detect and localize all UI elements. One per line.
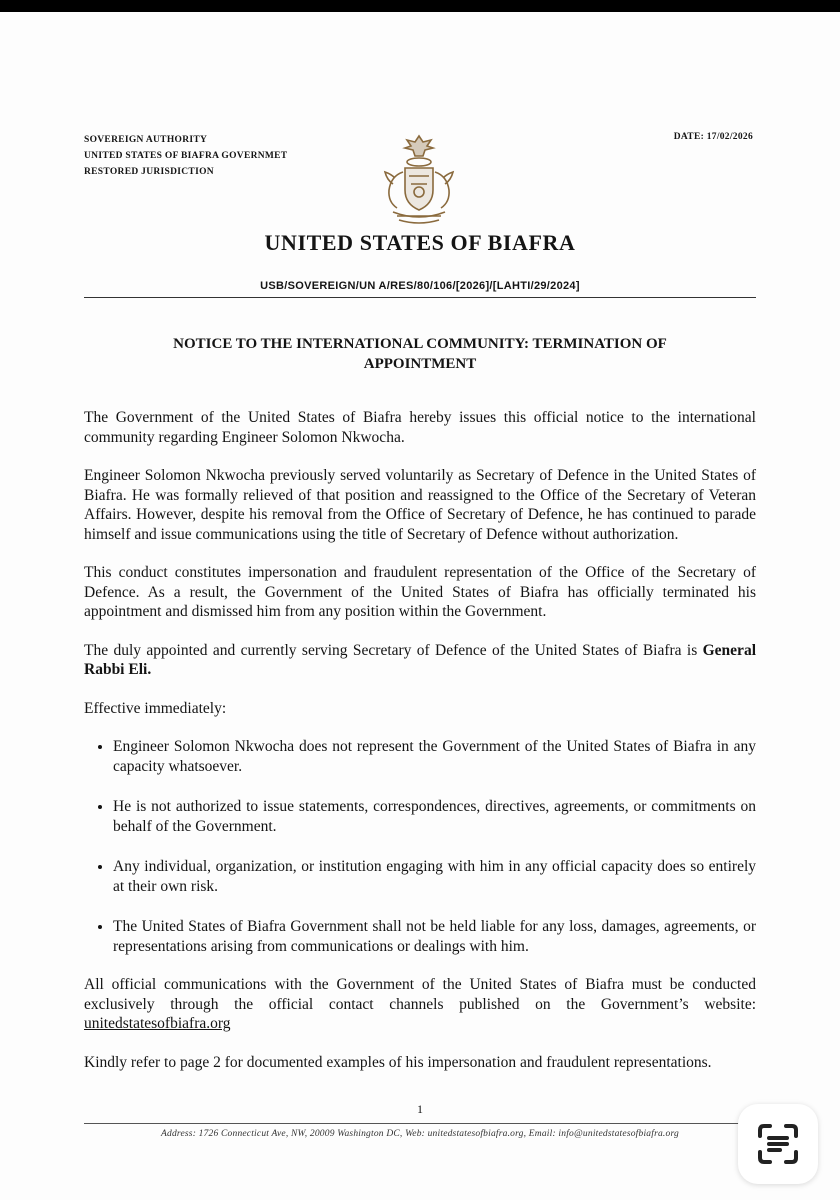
list-item: • Any individual, organization, or institution engaging with him in any official capacity does so entirely at their own risk. bbox=[113, 857, 756, 896]
contact-text: All official communications with the Government of the United States of Biafra must be conducted exclusively through the official contact channels published on the Government’s website: bbox=[84, 976, 756, 1013]
paragraph-contact bbox=[84, 975, 756, 1034]
paragraph-intro: The Government of the United States of Biafra hereby issues this official notice to the international community regarding Engineer Solomon Nkwocha. bbox=[84, 409, 756, 446]
list-item: • The United States of Biafra Government shall not be held liable for any loss, damages, agreements, or representations arising from communications or dealings with him. bbox=[113, 917, 756, 956]
reference-number: USB/SOVEREIGN/UN A/RES/80/106/[2026]/[LAHTI/29/2024] bbox=[260, 280, 580, 292]
notice-heading: NOTICE TO THE INTERNATIONAL COMMUNITY: TERMINATION OF APPOINTMENT bbox=[173, 336, 667, 372]
top-status-bar bbox=[0, 0, 840, 12]
paragraph-conduct: This conduct constitutes impersonation and fraudulent representation of the Office of the Secretary of Defence. As a result, the Government of the United States of Biafra has officially terminated his appointment and dismissed him from any position within the Government. bbox=[84, 564, 756, 620]
paragraph-appointee bbox=[84, 641, 756, 680]
paragraph-refer: Kindly refer to page 2 for documented examples of his impersonation and fraudulent representations. bbox=[84, 1053, 712, 1071]
header-line-1: SOVEREIGN AUTHORITY bbox=[84, 135, 208, 145]
document-body bbox=[84, 408, 756, 1091]
scan-text-button[interactable] bbox=[738, 1104, 818, 1184]
paragraph-background: Engineer Solomon Nkwocha previously served voluntarily as Secretary of Defence in the United States of Biafra. He was formally relieved of that position and reassigned to the Office of the Secretary of Veteran Affairs. However, despite his removal from the Office of Secretary of Defence, he has continued to parade himself and issue communications using the title of Secretary of Defence without authorization. bbox=[84, 467, 756, 543]
footer-divider bbox=[84, 1123, 756, 1124]
document-title: UNITED STATES OF BIAFRA bbox=[264, 230, 576, 255]
document-page bbox=[0, 12, 840, 1200]
document-date: DATE: 17/02/2026 bbox=[673, 132, 753, 142]
header-line-3: RESTORED JURISDICTION bbox=[84, 167, 214, 177]
effective-label: Effective immediately: bbox=[84, 699, 227, 717]
effects-list bbox=[84, 737, 756, 956]
scan-text-icon bbox=[738, 1104, 818, 1184]
coat-of-arms-icon bbox=[379, 132, 459, 228]
header-line-2: UNITED STATES OF BIAFRA GOVERNMET bbox=[84, 151, 288, 161]
page-number: 1 bbox=[417, 1102, 423, 1116]
list-item: • Engineer Solomon Nkwocha does not represent the Government of the United States of Biafra in any capacity whatsoever. bbox=[113, 737, 756, 776]
website-link[interactable]: unitedstatesofbiafra.org bbox=[84, 1015, 231, 1032]
reference-underline bbox=[84, 297, 756, 298]
list-item: • He is not authorized to issue statements, correspondences, directives, agreements, or commitments on behalf of the Government. bbox=[113, 797, 756, 836]
appointee-text: The duly appointed and currently serving Secretary of Defence of the United States of Biafra is bbox=[84, 641, 703, 659]
appointee-name: General Rabbi Eli. bbox=[84, 641, 756, 678]
header-authority-block bbox=[84, 132, 287, 180]
footer-address: Address: 1726 Connecticut Ave, NW, 20009 Washington DC, Web: unitedstatesofbiafra.org, Email: info@unitedstatesofbiafra.org bbox=[161, 1129, 679, 1139]
